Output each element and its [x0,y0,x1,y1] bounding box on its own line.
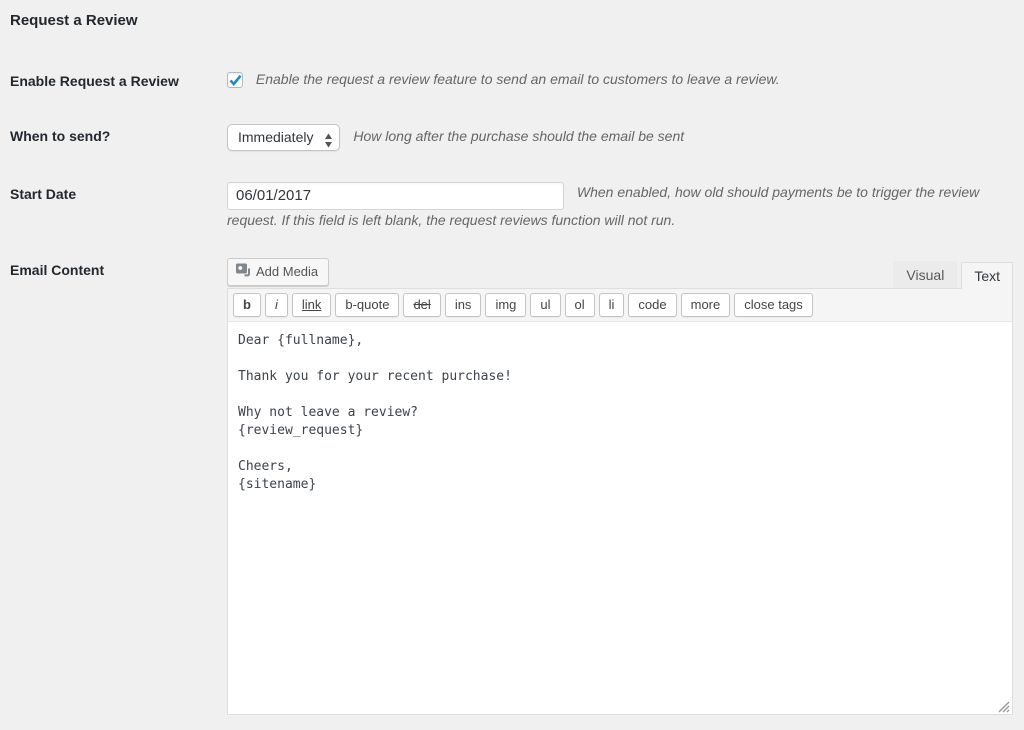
email-content-label: Email Content [10,262,105,279]
tab-text[interactable]: Text [961,262,1013,289]
quicktag-closetags-button[interactable]: close tags [734,293,813,317]
start-date-description: When enabled, how old should payments be to trigger the review request. If this field is left blank, the request reviews function will not run. [227,183,980,228]
quicktag-li-button[interactable]: li [599,293,625,317]
when-to-send-select[interactable] [227,124,340,151]
add-media-label: Add Media [256,264,319,280]
settings-row-enable [10,69,1013,91]
enable-description: Enable the request a review feature to send an email to customers to leave a review. [255,71,780,87]
settings-row-start-date [10,182,1013,232]
quicktag-link-button[interactable]: link [292,293,332,317]
tab-visual[interactable]: Visual [893,261,957,288]
quicktag-ins-button[interactable]: ins [445,293,482,317]
quicktag-ol-button[interactable]: ol [565,293,595,317]
editor-mode-tabs [893,261,1013,288]
quicktag-img-button[interactable]: img [485,293,526,317]
email-content-textarea[interactable] [228,322,1012,714]
quicktag-italic-button[interactable]: i [265,293,288,317]
start-date-label: Start Date [10,185,77,202]
quicktags-toolbar [228,289,1012,322]
enable-checkbox[interactable] [227,72,243,88]
page-title: Request a Review [10,12,138,29]
quicktag-bquote-button[interactable]: b-quote [335,293,399,317]
when-to-send-label: When to send? [10,127,111,144]
text-editor-container [227,288,1013,715]
editor-header [227,258,1013,288]
add-media-button[interactable] [227,258,329,286]
settings-row-when-to-send [10,124,1013,151]
quicktag-bold-button[interactable]: b [233,293,261,317]
when-to-send-description: How long after the purchase should the email be sent [353,128,685,145]
quicktag-ul-button[interactable]: ul [530,293,560,317]
resize-grip-icon[interactable] [998,700,1010,712]
quicktag-more-button[interactable]: more [681,293,731,317]
enable-label: Enable Request a Review [10,73,179,89]
up-down-arrows-icon [324,131,333,156]
when-to-send-selected-value: Immediately [238,128,314,145]
quicktag-del-button[interactable]: del [403,293,440,317]
quicktag-code-button[interactable]: code [628,293,676,317]
media-icon [236,263,251,280]
start-date-input[interactable] [227,182,564,210]
settings-row-email-content [10,258,1013,715]
